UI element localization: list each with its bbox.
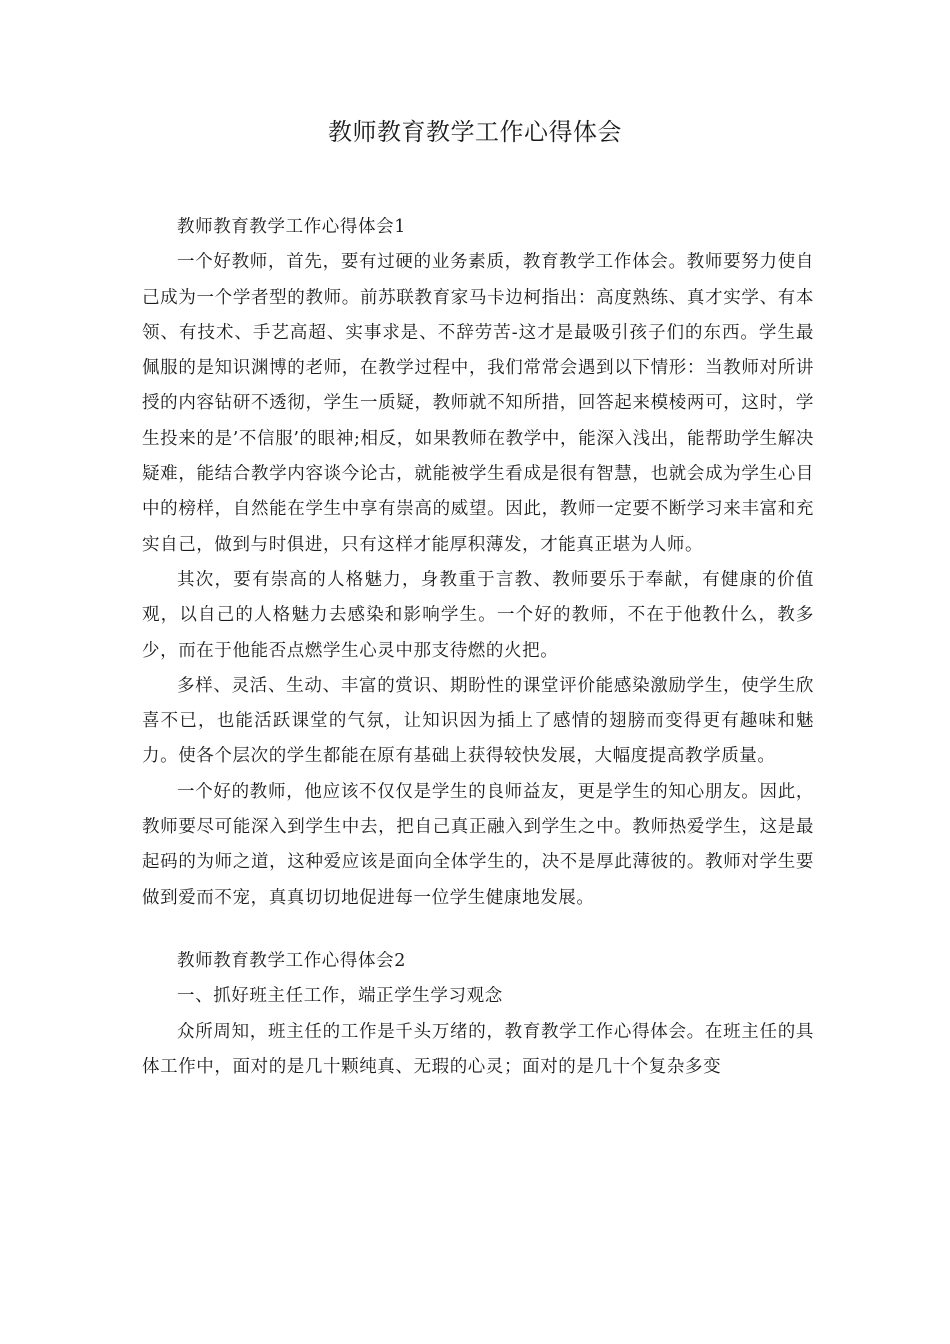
section-subheading: 一、抓好班主任工作，端正学生学习观念 [177, 986, 503, 1007]
paragraph: 其次，要有崇高的人格魅力，身教重于言教、教师要乐于奉献，有健康的价值观，以自己的人格魅力去感染和影响学生。一个好的教师，不在于他教什么，教多少，而在于他能否点燃学生心灵中那支待燃的火把。 [142, 569, 814, 661]
paragraph: 多样、灵活、生动、丰富的赏识、期盼性的课堂评价能感染激励学生，使学生欣喜不已，也能活跃课堂的气氛，让知识因为插上了感情的翅膀而变得更有趣味和魅力。使各个层次的学生都能在原有基础上获得较快发展，大幅度提高教学质量。 [142, 675, 814, 767]
paragraph: 一个好的教师，他应该不仅仅是学生的良师益友，更是学生的知心朋友。因此，教师要尽可能深入到学生中去，把自己真正融入到学生之中。教师热爱学生，这是最起码的为师之道，这种爱应该是面向全体学生的，决不是厚此薄彼的。教师对学生要做到爱而不宠，真真切切地促进每一位学生健康地发展。 [142, 781, 814, 908]
section-heading: 教师教育教学工作心得体会2 [177, 950, 406, 971]
section-heading: 教师教育教学工作心得体会1 [177, 217, 406, 237]
section-2 [142, 944, 814, 1085]
document-title: 教师教育教学工作心得体会 [328, 118, 622, 146]
paragraph: 一个好教师，首先，要有过硬的业务素质，教育教学工作体会。教师要努力使自己成为一个学者型的教师。前苏联教育家马卡边柯指出：高度熟练、真才实学、有本领、有技术、手艺高超、实事求是、不辞劳苦-这才是最吸引孩子们的东西。学生最佩服的是知识渊博的老师，在教学过程中，我们常常会遇到以下情形：当教师对所讲授的内容钻研不透彻，学生一质疑，教师就不知所措，回答起来模棱两可，这时，学生投来的是’不信服’的眼神;相反，如果教师在教学中，能深入浅出，能帮助学生解决疑难，能结合教学内容谈今论古，就能被学生看成是很有智慧，也就会成为学生心目中的榜样，自然能在学生中享有崇高的威望。因此，教师一定要不断学习来丰富和充实自己，做到与时俱进，只有这样才能厚积薄发，才能真正堪为人师。 [142, 252, 814, 555]
paragraph: 众所周知，班主任的工作是千头万绪的，教育教学工作心得体会。在班主任的具体工作中，面对的是几十颗纯真、无瑕的心灵；面对的是几十个复杂多变 [142, 1021, 814, 1077]
document-body [142, 210, 814, 1085]
section-1 [142, 210, 814, 916]
